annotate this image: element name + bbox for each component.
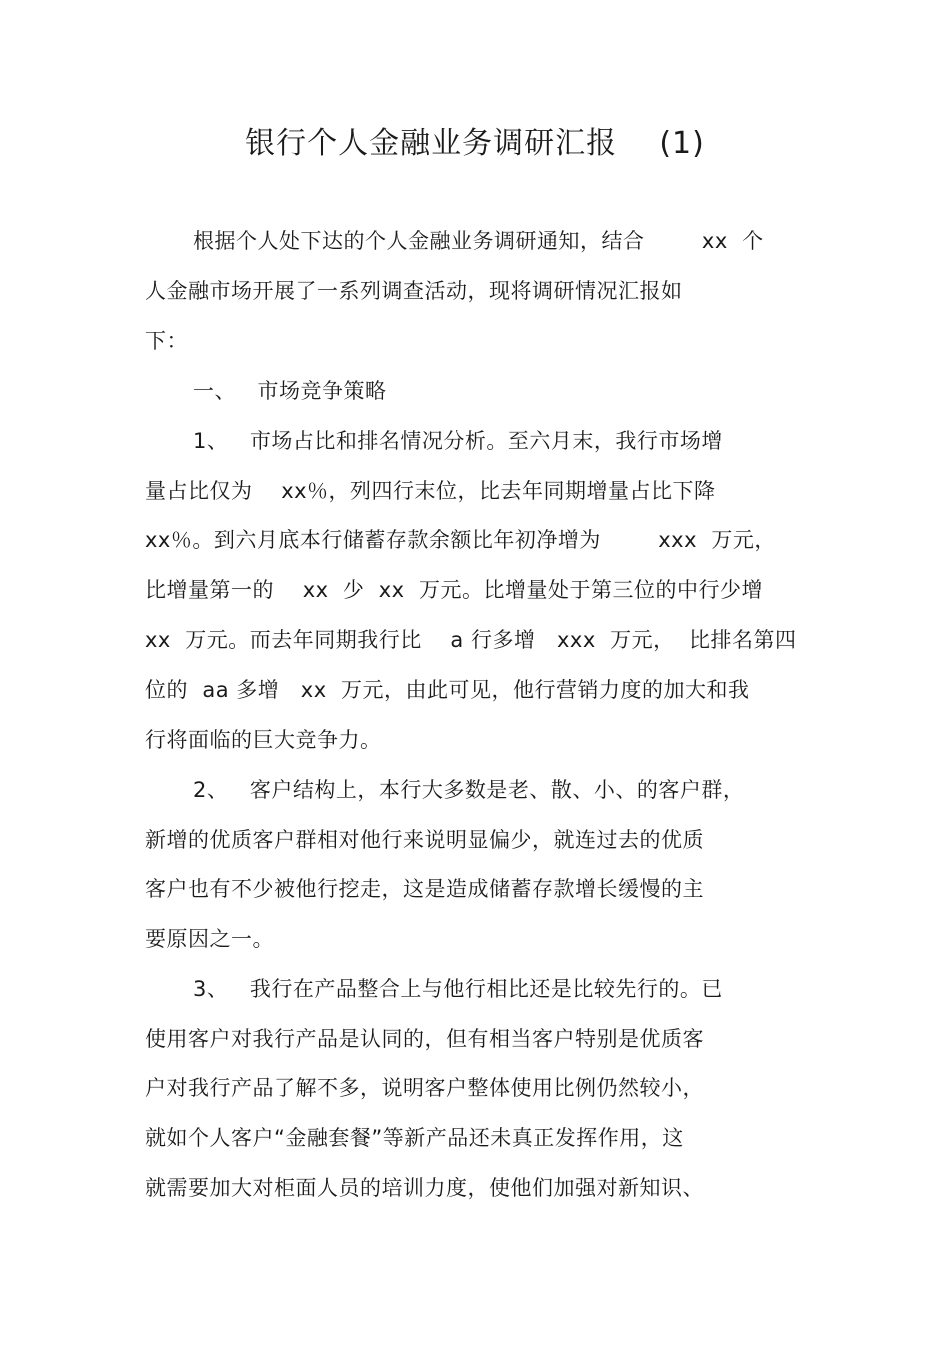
paragraph-line: 要原因之一。 — [145, 927, 274, 951]
paragraph-line: 根据个人处下达的个人金融业务调研通知，结合 xx 个 — [193, 229, 764, 253]
document-title: 银行个人金融业务调研汇报 (1) — [245, 126, 705, 161]
paragraph-line: 下： — [145, 329, 188, 353]
paragraph-line: xx％。到六月底本行储蓄存款余额比年初净增为 xxx 万元， — [145, 528, 776, 552]
paragraph-line: 就需要加大对柜面人员的培训力度，使他们加强对新知识、 — [145, 1176, 704, 1200]
paragraph-line: 3、 我行在产品整合上与他行相比还是比较先行的。已 — [193, 977, 723, 1001]
paragraph-line: 客户也有不少被他行挖走，这是造成储蓄存款增长缓慢的主 — [145, 877, 704, 901]
paragraph-line: 1、 市场占比和排名情况分析。至六月末，我行市场增 — [193, 429, 723, 453]
paragraph-line: 新增的优质客户群相对他行来说明显偏少，就连过去的优质 — [145, 828, 704, 852]
paragraph-line: 比增量第一的 xx 少 xx 万元。比增量处于第三位的中行少增 — [145, 578, 763, 602]
section-heading: 一、 市场竞争策略 — [193, 379, 387, 403]
paragraph-line: xx 万元。而去年同期我行比 a 行多增 xxx 万元， 比排名第四 — [145, 628, 797, 652]
paragraph-line: 人金融市场开展了一系列调查活动，现将调研情况汇报如 — [145, 279, 683, 303]
paragraph-line: 使用客户对我行产品是认同的，但有相当客户特别是优质客 — [145, 1027, 704, 1051]
paragraph-line: 2、 客户结构上，本行大多数是老、散、小、的客户群， — [193, 778, 745, 802]
paragraph-line: 量占比仅为 xx％，列四行末位，比去年同期增量占比下降 — [145, 479, 716, 503]
paragraph-line: 就如个人客户“金融套餐”等新产品还未真正发挥作用，这 — [145, 1126, 684, 1150]
paragraph-line: 户对我行产品了解不多，说明客户整体使用比例仍然较小， — [145, 1076, 704, 1100]
paragraph-line: 位的 aa 多增 xx 万元，由此可见，他行营销力度的加大和我 — [145, 678, 750, 702]
paragraph-line: 行将面临的巨大竞争力。 — [145, 728, 382, 752]
